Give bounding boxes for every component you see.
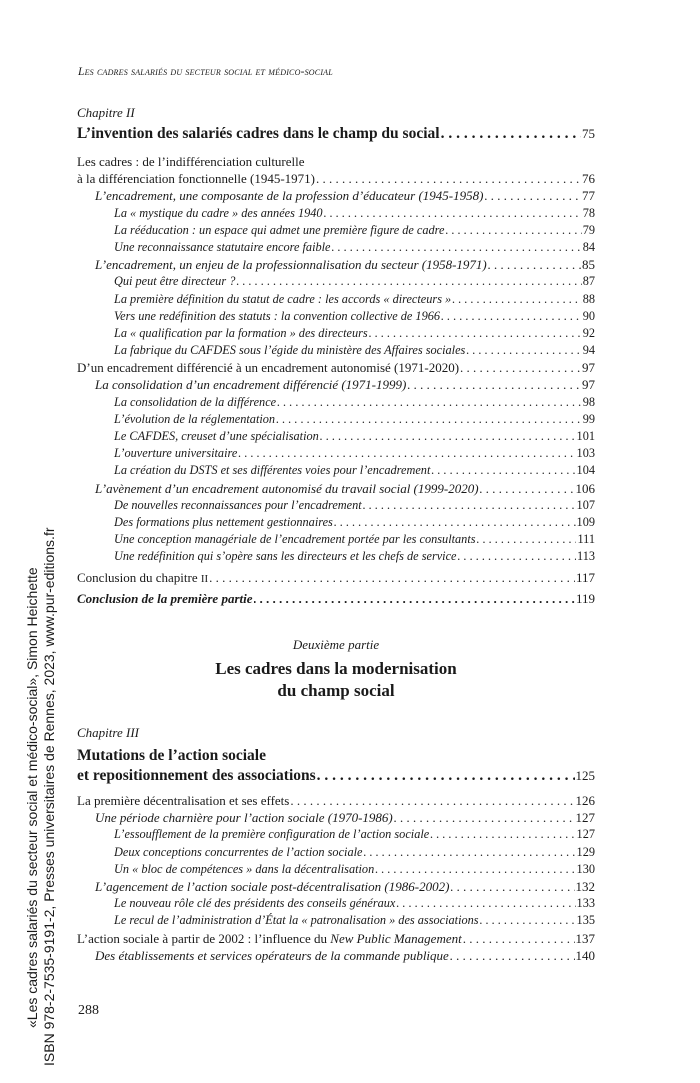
chapter-label: Chapitre III — [77, 725, 139, 740]
toc-entry-item[interactable]: De nouvelles reconnaissances pour l’encadrement . . . 107 — [77, 497, 595, 514]
toc-entry-item[interactable]: La fabrique du CAFDES sous l’égide du ministère des Affaires sociales . . . 94 — [77, 342, 595, 359]
running-header: Les cadres salariés du secteur social et médico-social — [78, 66, 333, 78]
toc-entry-item[interactable]: Une reconnaissance statutaire encore faible . . . 84 — [77, 239, 595, 256]
toc-chapter-3 — [77, 724, 595, 964]
toc-entry-item[interactable]: Une redéfinition qui s’opère sans les directeurs et les chefs de service . . . 113 — [77, 548, 595, 565]
toc-entry-item[interactable]: La « qualification par la formation » des directeurs . . . 92 — [77, 325, 595, 342]
toc-entry-item[interactable]: La création du DSTS et ses différentes voies pour l’encadrement . . . 104 — [77, 462, 595, 479]
toc-entry-part-conclusion[interactable]: Conclusion de la première partie . . . 119 — [77, 590, 595, 607]
toc-entry-section[interactable]: à la différenciation fonctionnelle (1945-1971) . . . 76 — [77, 170, 595, 187]
chapter-label: Chapitre II — [77, 105, 135, 120]
toc-entry-section[interactable]: L’action sociale à partir de 2002 : l’influence du New Public Management . . . 137 — [77, 930, 595, 947]
toc-entry-subsection[interactable]: L’agencement de l’action sociale post-décentralisation (1986-2002) . . . 132 — [77, 878, 595, 895]
toc-entry-item[interactable]: Le recul de l’administration d’État la « patronalisation » des associations . . . 135 — [77, 912, 595, 929]
toc-entry-item[interactable]: Un « bloc de compétences » dans la décentralisation . . . 130 — [77, 861, 595, 878]
side-citation-line-2: ISBN 978-2-7535-9191-2, Presses universitaires de Rennes, 2023, www.pur-editions.fr — [41, 527, 57, 1066]
side-citation-line-1: «Les cadres salariés du secteur social et médico-social», Simon Heichette — [24, 567, 40, 1028]
toc-entry-item[interactable]: La rééducation : un espace qui admet une première figure de cadre . . . 79 — [77, 222, 595, 239]
page-ref: 75 — [582, 126, 595, 141]
toc-chapter-2 — [77, 104, 595, 607]
toc-entry-chapter-title[interactable]: et repositionnement des associations . . . 125 — [77, 766, 595, 786]
toc-entry-subsection[interactable]: Des établissements et services opérateurs de la commande publique . . . 140 — [77, 947, 595, 964]
page-number: 288 — [78, 1003, 99, 1018]
toc-entry-item[interactable]: Deux conceptions concurrentes de l’action sociale . . . 129 — [77, 844, 595, 861]
toc-entry-section[interactable]: D’un encadrement différencié à un encadrement autonomisé (1971-2020) . . . 97 — [77, 359, 595, 376]
toc-entry-item[interactable]: Qui peut être directeur ? . . . 87 — [77, 273, 595, 290]
toc-entry-item[interactable]: L’évolution de la réglementation . . . 99 — [77, 411, 595, 428]
toc-entry-subsection[interactable]: Une période charnière pour l’action sociale (1970-1986) . . . 127 — [77, 809, 595, 826]
toc-entry-item[interactable]: Une conception managériale de l’encadrement portée par les consultants . . . 111 — [77, 531, 595, 548]
chapter-title-line-1: Mutations de l’action sociale — [77, 747, 266, 764]
toc-entry-subsection[interactable]: L’encadrement, une composante de la profession d’éducateur (1945-1958) . . . 77 — [77, 187, 595, 204]
toc-entry-item[interactable]: La « mystique du cadre » des années 1940 . . . 78 — [77, 205, 595, 222]
toc-entry-item[interactable]: La première définition du statut de cadre : les accords « directeurs » . . . 88 — [77, 291, 595, 308]
toc-entry-section[interactable]: La première décentralisation et ses effets . . . 126 — [77, 792, 595, 809]
part-title-line-2: du champ social — [277, 681, 395, 700]
toc-entry-item[interactable]: La consolidation de la différence . . . 98 — [77, 394, 595, 411]
toc-entry-item[interactable]: L’ouverture universitaire . . . 103 — [77, 445, 595, 462]
toc-entry-item[interactable]: L’essoufflement de la première configuration de l’action sociale . . . 127 — [77, 826, 595, 843]
toc-entry-subsection[interactable]: La consolidation d’un encadrement différencié (1971-1999) . . . 97 — [77, 376, 595, 393]
toc-entry-item[interactable]: Vers une redéfinition des statuts : la convention collective de 1966 . . . 90 — [77, 308, 595, 325]
part-label: Deuxième partie — [292, 637, 380, 652]
toc-entry-conclusion[interactable]: Conclusion du chapitre II . . . 117 — [77, 569, 595, 586]
toc-entry-chapter-title[interactable]: L’invention des salariés cadres dans le champ du social . . . 75 — [77, 124, 595, 144]
toc-entry-item[interactable]: Le CAFDES, creuset d’une spécialisation . . . 101 — [77, 428, 595, 445]
toc-entry-item[interactable]: Des formations plus nettement gestionnaires . . . 109 — [77, 514, 595, 531]
toc-section-line: Les cadres : de l’indifférenciation culturelle — [77, 154, 305, 169]
toc-entry-subsection[interactable]: L’avènement d’un encadrement autonomisé du travail social (1999-2020) . . . 106 — [77, 480, 595, 497]
part-title-line-1: Les cadres dans la modernisation — [215, 659, 457, 678]
toc-entry-subsection[interactable]: L’encadrement, un enjeu de la professionnalisation du secteur (1958-1971) . . . 85 — [77, 256, 595, 273]
toc-entry-item[interactable]: Le nouveau rôle clé des présidents des conseils généraux . . . 133 — [77, 895, 595, 912]
